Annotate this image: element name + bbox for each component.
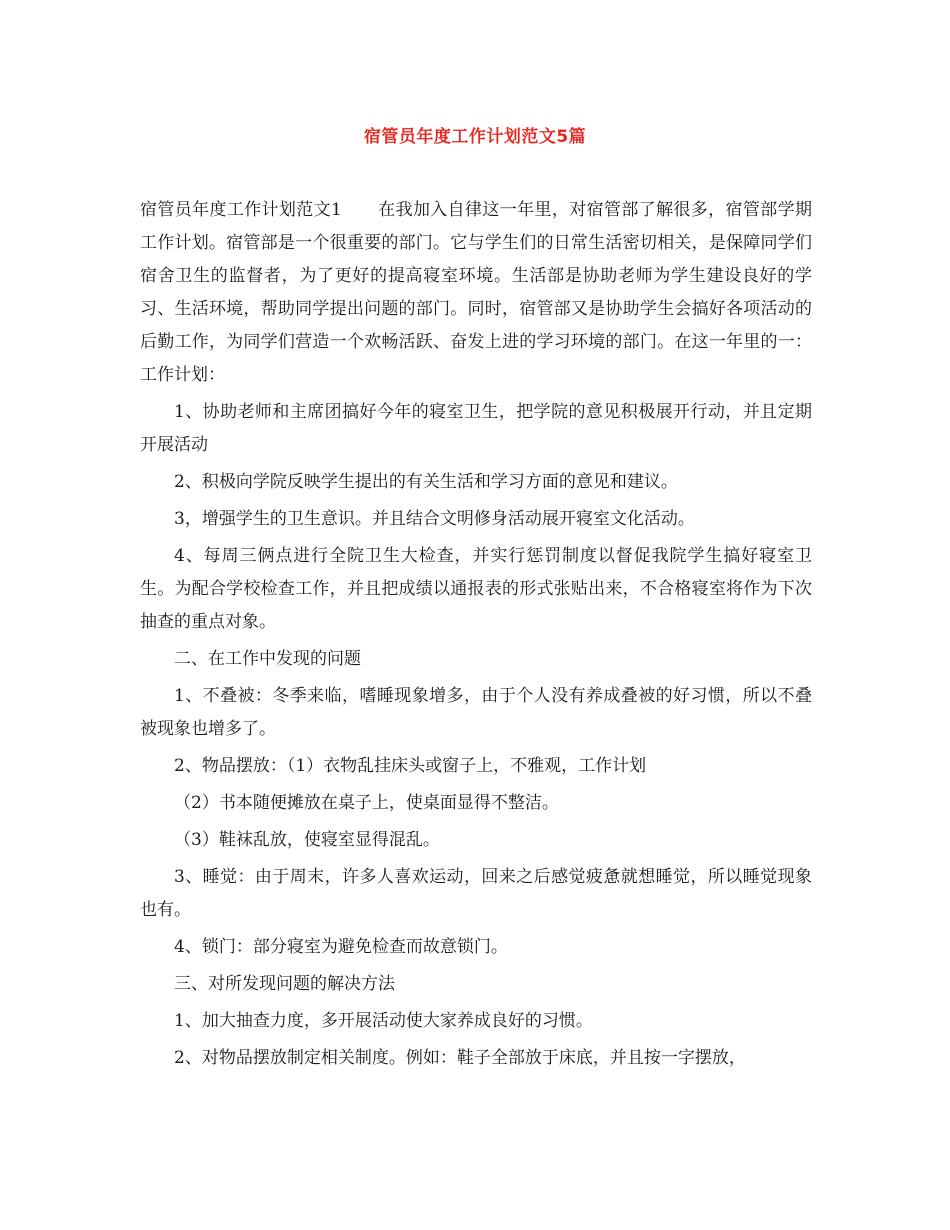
paragraph-problem-3: 3、睡觉：由于周末，许多人喜欢运动，回来之后感觉疲惫就想睡觉，所以睡觉现象也有。 [140, 867, 812, 920]
section-heading-solutions: 三、对所发现问题的解决方法 [174, 974, 395, 994]
document-body [140, 194, 812, 1079]
intro-text: 在我加入自律这一年里，对宿管部了解很多，宿管部学期工作计划。宿管部是一个很重要的部门。它与学生们的日常生活密切相关，是保障同学们宿舍卫生的监督者，为了更好的提高寝室环境。生活部是协助老师为学生建设良好的学习、生活环境，帮助同学提出问题的部门。同时，宿管部又是协助学生会搞好各项活动的后勤工作，为同学们营造一个欢畅活跃、奋发上进的学习环境的部门。在这一年里的一：工作计划： [140, 200, 812, 385]
paragraph-plan-3: 3，增强学生的卫生意识。并且结合文明修身活动展开寝室文化活动。 [174, 509, 695, 529]
paragraph-plan-4: 4、每周三俩点进行全院卫生大检查，并实行惩罚制度以督促我院学生搞好寝室卫生。为配合学校检查工作，并且把成绩以通报表的形式张贴出来，不合格寝室将作为下次抽查的重点对象。 [140, 546, 812, 632]
paragraph-problem-2-sub-3: （3）鞋袜乱放，使寝室显得混乱。 [174, 830, 440, 850]
document-title: 宿管员年度工作计划范文5篇 [363, 127, 587, 147]
paragraph-plan-2: 2、积极向学院反映学生提出的有关生活和学习方面的意见和建议。 [174, 472, 678, 492]
paragraph-problem-1: 1、不叠被：冬季来临，嗜睡现象增多，由于个人没有养成叠被的好习惯，所以不叠被现象也增多了。 [140, 686, 812, 739]
intro-paragraph [140, 194, 812, 392]
section-heading-problems: 二、在工作中发现的问题 [174, 649, 361, 669]
paragraph-solution-1: 1、加大抽查力度，多开展活动使大家养成良好的习惯。 [174, 1011, 593, 1031]
paragraph-problem-2-sub-2: （2）书本随便摊放在桌子上，使桌面显得不整洁。 [174, 793, 559, 813]
paragraph-problem-2: 2、物品摆放：（1）衣物乱挂床头或窗子上，不雅观，工作计划 [174, 756, 647, 776]
paragraph-plan-1: 1、协助老师和主席团搞好今年的寝室卫生，把学院的意见积极展开行动，并且定期开展活动 [140, 402, 812, 455]
paragraph-solution-2: 2、对物品摆放制定相关制度。例如：鞋子全部放于床底，并且按一字摆放， [174, 1048, 746, 1068]
paragraph-problem-4: 4、锁门：部分寝室为避免检查而故意锁门。 [174, 937, 508, 957]
intro-heading: 宿管员年度工作计划范文1 [140, 200, 342, 220]
